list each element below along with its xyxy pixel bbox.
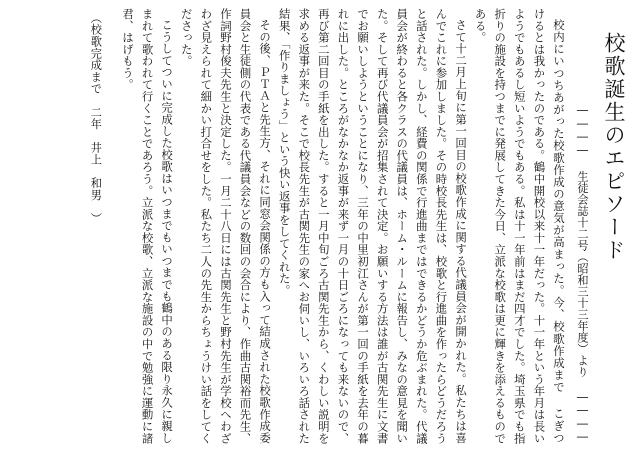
paragraph: その後、ＰＴＡと先生方、それに同窓会関係の方も入って結成された校歌作成委員会と生徒側の代表である代議員会などの数回の会合により、作曲古関裕而先生、作詞野村俊夫先生と決定した。一月二十八日には古関先生と野村先生が学校へわざわざ見えられて細かい打合せをした。私たち二人の先生からちょうけい話をしてくださった。 — [179, 8, 273, 444]
vertical-text-block — [8, 8, 630, 444]
author-signature: （校歌完成まで 二年 井上 和男 ） — [89, 12, 103, 225]
paragraph: さて十二月上旬に第一回目の校歌作成に関する代議員会が開かれた。私たちは喜んでこれに参加しました。その時校長先生は、校歌と行進曲を作ったらどうだろうと話された。しかし、経費の関係で行進曲まではできるかどうか危ぶまれた。代議員会が終わると各クラスの代議員は、ホーム・ルームに報告し、みなの意見を聞いた。そして再び代議員会が招集されて決定。お願いする方法は誰が古関先生に文書でお願いしようということになり、三年の中里初江さんが第一回の手紙を去年の暮れに出した。ところがなかなか返事が来ず一月の十日ごろになっても来ないので、再び第二回目の手紙を出した。すると一月中旬ごろ古関先生から、くわしい説明を求める返事が来た。そこで校長先生が古関先生の家へお伺いし、いろいろ話された結果、「作りましょう」という快い返事をしてくれた。 — [277, 8, 469, 444]
paragraph: 校内にいつちあがった校歌作成の意気が高まった。今、校歌作成まで こぎつけるとは我かったのである。鶴中開校以来十一年だった。十一年という年月は長いようでもあるし短いようでもある。私は十一年前はまだ四才でした。埼玉県でも指折りの施設を持つまでに発展してきた今日、立派な校歌は更に輝きを添えるものである。 — [473, 8, 566, 444]
paragraph: こうしてついに完成した校歌はいつまでもいつまでも鶴中のある限り永久に親しまれて歌われて行くことであろう。立派な校歌、立派な施設の中で勉強に運動に諸君、はげもう。 — [120, 8, 175, 444]
source-line: ―――― 生徒会誌十二号（昭和三十三年度）より ―――― — [576, 104, 589, 444]
page-title: 校歌誕生のエピソード — [602, 32, 626, 262]
essay-body — [117, 8, 568, 444]
